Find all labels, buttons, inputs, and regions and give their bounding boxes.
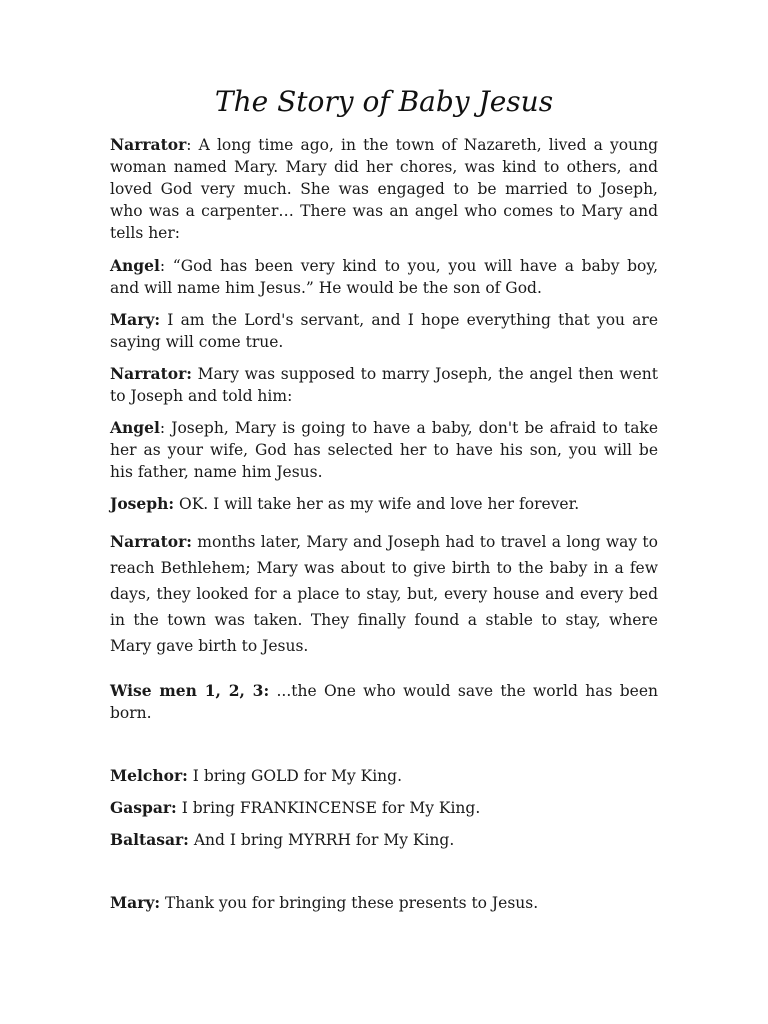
script-line [110,277,658,299]
line-text: tells her: [110,224,180,242]
line-text: I bring GOLD for My King. [187,767,403,785]
speaker-name: Joseph: [110,494,175,513]
line-text: his father, name him Jesus. [110,463,323,481]
script-line [110,156,658,178]
speaker-separator: : [186,136,192,154]
script-line [110,255,658,277]
line-text: Mary gave birth to Jesus. [110,637,309,655]
line-text: “God has been very kind to you, you will have a baby boy, [165,257,658,275]
speaker-name: Mary: [110,893,161,912]
script-line [110,635,658,657]
line-text: woman named Mary. Mary did her chores, was kind to others, and [110,158,658,176]
script-line [110,557,658,579]
line-text: Thank you for bringing these presents to Jesus. [160,894,539,912]
line-text: born. [110,704,152,722]
line-text: days, they looked for a place to stay, but, every house and every bed [110,585,658,603]
speaker-name: Gaspar: [110,798,177,817]
line-text: who was a carpenter… There was an angel who comes to Mary and [110,202,658,220]
script-line [110,200,658,222]
speaker-name: Wise men 1, 2, 3: [110,681,270,700]
line-text: months later, Mary and Joseph had to travel a long way to [191,533,658,551]
script-line [110,178,658,200]
line-text: her as your wife, God has selected her to have his son, you will be [110,441,658,459]
speaker-separator: : [159,419,166,437]
script-line [110,309,658,331]
line-text: to Joseph and told him: [110,387,293,405]
line-text: OK. I will take her as my wife and love her forever. [174,495,580,513]
line-text: and will name him Jesus.” He would be the son of God. [110,279,542,297]
line-text: I bring FRANKINCENSE for My King. [176,799,481,817]
script-line [110,385,658,407]
line-text: Mary was supposed to marry Joseph, the angel then went [191,365,658,383]
script-line [110,765,658,787]
script-line [110,363,658,385]
document-title: The Story of Baby Jesus [214,85,554,118]
line-text: Joseph, Mary is going to have a baby, don't be afraid to take [165,419,658,437]
script-line [110,134,658,156]
speaker-name: Angel [110,256,160,275]
document-page [110,0,658,1024]
script-line [110,609,658,631]
speaker-separator: : [159,257,166,275]
script-line [110,531,658,553]
script-line [110,702,658,724]
line-text: in the town was taken. They finally found a stable to stay, where [110,611,658,629]
speaker-name: Narrator: [110,532,192,551]
line-text: reach Bethlehem; Mary was about to give birth to the baby in a few [110,559,658,577]
line-text: ...the One who would save the world has been [269,682,658,700]
speaker-name: Mary: [110,310,161,329]
script-line [110,461,658,483]
speaker-name: Angel [110,418,160,437]
script-line [110,439,658,461]
line-text: And I bring MYRRH for My King. [188,831,455,849]
script-line [110,331,658,353]
script-line [110,829,658,851]
script-line [110,417,658,439]
script-line [110,222,658,244]
script-line [110,583,658,605]
line-text: saying will come true. [110,333,284,351]
line-text: A long time ago, in the town of Nazareth, lived a young [191,136,658,154]
speaker-name: Baltasar: [110,830,189,849]
script-line [110,680,658,702]
speaker-name: Melchor: [110,766,188,785]
line-text: loved God very much. She was engaged to be married to Joseph, [110,180,658,198]
script-line [110,493,658,515]
script-line [110,892,658,914]
line-text: I am the Lord's servant, and I hope everything that you are [160,311,658,329]
speaker-name: Narrator [110,135,187,154]
speaker-name: Narrator: [110,364,192,383]
script-line [110,797,658,819]
